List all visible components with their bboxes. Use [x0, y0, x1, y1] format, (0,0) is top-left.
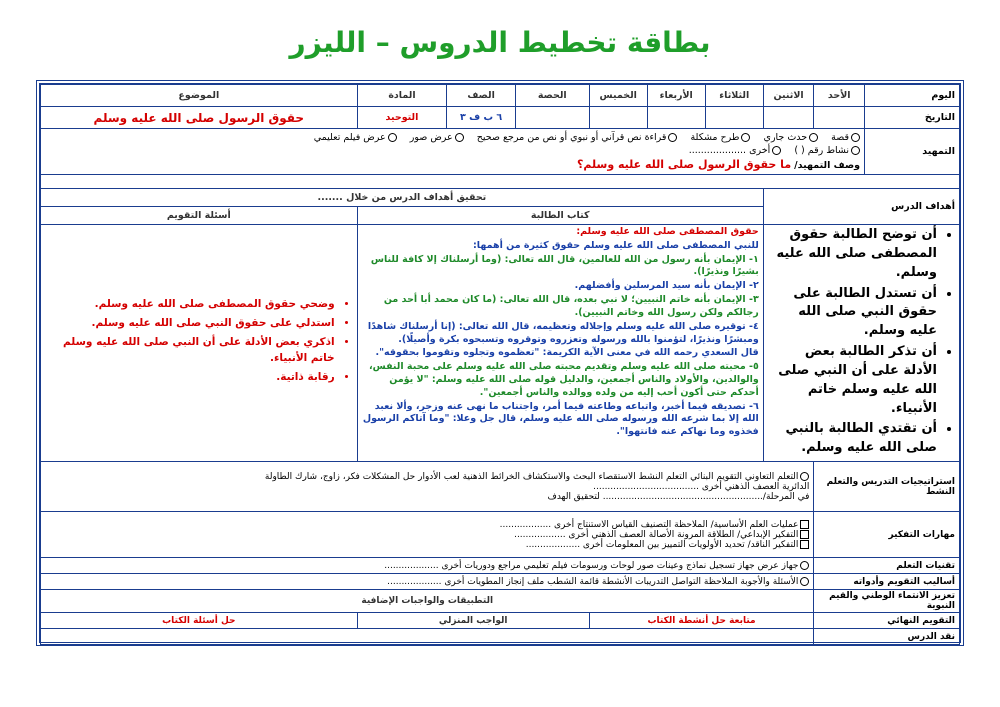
strategies-cell [41, 462, 814, 512]
activity-radio[interactable] [851, 146, 860, 155]
book-label: كتاب الطالبة [357, 207, 763, 225]
tech-value: جهاز عرض جهاز تسجيل نماذج وعينات صور لوحات ورسومات فيلم تعليمي مراجع ودوريات أخرى ................... [384, 560, 799, 571]
content-cell [357, 225, 763, 462]
homework-value: حل أسئلة الكتاب [41, 613, 358, 629]
images-radio[interactable] [455, 133, 464, 142]
strategies-line: التعلم التعاوني التقويم البنائي التعلم النشط الاستقصاء البحث والاستكشاف الخرائط الذهنية لعب الأدوار حل المشكلات فكر، زاوج، شارك الطاولة [264, 471, 799, 482]
assess-cell [41, 574, 814, 590]
date-cell-3 [705, 107, 763, 129]
thinking-line: عمليات العلم الأساسية/ الملاحظة التصنيف القياس الاستنتاج أخرى .................. [499, 519, 799, 530]
tech-cell [41, 558, 814, 574]
day-wednesday: الأربعاء [647, 85, 705, 107]
content-line: ١- الإيمان بأنه رسول من الله للعالمين، قال الله تعالى: (وما أرسلناك إلا كافة للناس بشيرًا ونذيرًا). [370, 253, 759, 278]
day-monday: الاثنين [763, 85, 814, 107]
thinking-cell [41, 512, 814, 558]
intro-options [41, 129, 865, 175]
subject-label: المادة [357, 85, 447, 107]
content-line: ٣- الإيمان بأنه خاتم النبيين؛ لا نبي بعده، قال الله تعالى: (ما كان محمد أبا أحد من رجالكم ولكن رسول الله وخاتم النبيين). [383, 294, 759, 318]
intro-desc-label: وصف التمهيد/ [794, 160, 861, 171]
thinking-label: مهارات التفكير [814, 512, 960, 558]
final-eval-value: متابعة حل أنشطة الكتاب [589, 613, 814, 629]
strategies-label: استراتيجيات التدريس والتعلم النشط [814, 462, 960, 512]
eval-question: • اذكري بعض الأدلة على أن النبي صلى الله عليه وسلم خاتم الأنبياء. [45, 335, 335, 365]
opt-problem: طرح مشكلة [690, 132, 740, 143]
opt-film: عرض فيلم تعليمي [313, 132, 386, 143]
content-line: للنبي المصطفى صلى الله عليه وسلم حقوق كثيرة من أهمها: [473, 239, 759, 251]
film-radio[interactable] [388, 133, 397, 142]
opt-activity: نشاط رقم ( ) [794, 145, 850, 156]
period-label: الحصة [515, 85, 589, 107]
strategies-line: الدائرية العصف الذهني أخرى ..................................... [593, 481, 810, 492]
plan-table [40, 84, 960, 645]
goals-header: أهداف الدرس [763, 189, 959, 225]
opt-other: أخرى ................... [688, 145, 771, 156]
intro-desc-value: ما حقوق الرسول صلى الله عليه وسلم؟ [577, 158, 792, 171]
critique-label: نقد الدرس [814, 629, 960, 645]
eval-question: • رقابة ذاتية. [45, 370, 335, 385]
class-label: الصف [447, 85, 516, 107]
goal-item: • أن توضح الطالبة حقوق المصطفى صلى الله عليه وسلم. [768, 226, 937, 283]
date-cell-1 [814, 107, 865, 129]
spacer-row [41, 175, 960, 189]
content-line: ٦- تصديقه فيما أخبر، واتباعه وطاعته فيما أمر، واجتناب ما نهى عنه وزجر، وألا نعبد الله إلا بما شرعه الله ورسوله صلى الله عليه وسلم، قال جل وعلا: "وما آتاكم الرسول فخذوه وما نهاكم عنه فانتهوا". [362, 400, 759, 438]
goal-item: • أن تقتدي الطالبة بالنبي صلى الله عليه وسلم. [768, 420, 937, 458]
subject-value: التوحيد [357, 107, 447, 129]
quran-radio[interactable] [668, 133, 677, 142]
class-value: ٦ ب ف ٣ [447, 107, 516, 129]
thinking-line: التفكير الإبداعي/ الطلاقة المرونة الأصالة العصف الذهني أخرى .................. [514, 529, 799, 540]
date-cell-2 [763, 107, 814, 129]
period-value [515, 107, 589, 129]
other-radio[interactable] [772, 146, 781, 155]
thinking-line: التفكير الناقد/ تحديد الأولويات التمييز بين المعلومات أخرى ................... [525, 539, 799, 550]
content-line: ٥- محبته صلى الله عليه وسلم وتقديم محبته صلى الله عليه وسلم على محبة النفس، والوالدين، والأولاد والناس أجمعين، والدليل قوله صلى الله عليه وسلم: "لا يؤمن أحدكم حتى أكون أحب إليه من ولده ووالده والناس أجمعين". [369, 361, 759, 398]
homework-label: الواجب المنزلي [357, 613, 589, 629]
topic-label: الموضوع [41, 85, 358, 107]
day-tuesday: الثلاثاء [705, 85, 763, 107]
goals-cell [763, 225, 959, 462]
content-line: حقوق المصطفى صلى الله عليه وسلم: [576, 226, 759, 237]
eval-cell [41, 225, 358, 462]
goal-item: • أن تذكر الطالبة بعض الأدلة على أن النبي صلى الله عليه وسلم خاتم الأنبياء. [768, 343, 937, 418]
lesson-plan-sheet [36, 80, 964, 646]
opt-event: حدث جاري [763, 132, 808, 143]
content-line: ٢- الإيمان بأنه سيد المرسلين وأفضلهم. [574, 280, 759, 292]
page-title: بطاقة تخطيط الدروس – الليزر [289, 26, 711, 59]
goal-item: • أن تستدل الطالبة على حقوق النبي صلى الله عليه وسلم. [768, 285, 937, 342]
day-thursday: الخميس [589, 85, 647, 107]
strategies-line: في المرحلة/........................................................ لتحقيق الهدف [547, 491, 810, 502]
assess-value: الأسئلة والأجوبة الملاحظة التواصل التدريبات الأنشطة قائمة الشطب ملف إنجاز المطويات أخرى ................... [387, 576, 799, 587]
problem-radio[interactable] [741, 133, 750, 142]
event-radio[interactable] [809, 133, 818, 142]
values-label: تعزيز الانتماء الوطني والقيم النبوية [814, 590, 960, 613]
date-cell-5 [589, 107, 647, 129]
final-eval-label: التقويم النهائي [814, 613, 960, 629]
assess-label: أساليب التقويم وأدواته [814, 574, 960, 590]
content-line: قال السعدي رحمه الله في معنى الآية الكريمة: "تعظموه وتجلوه وتقوموا بحقوقه". [375, 347, 759, 359]
apps-label: التطبيقات والواجبات الإضافية [41, 590, 814, 613]
content-line: ٤- توقيره صلى الله عليه وسلم وإجلاله وتعظيمه، قال الله تعالى: (إنا أرسلناك شاهدًا ومبشرًا ونذيرًا، لتؤمنوا بالله ورسوله وتعزروه وتوقروه وتسبحوه بكرة وأصيلًا). [367, 320, 759, 345]
tech-label: تقنيات التعلم [814, 558, 960, 574]
day-sunday: الأحد [814, 85, 865, 107]
intro-label: التمهيد [865, 129, 960, 175]
eval-question: • وضحي حقوق المصطفى صلى الله عليه وسلم. [45, 297, 335, 312]
critique-cell [41, 629, 814, 645]
opt-images: عرض صور [409, 132, 453, 143]
eval-question: • استدلي على حقوق النبي صلى الله عليه وسلم. [45, 316, 335, 331]
date-label: التاريخ [865, 107, 960, 129]
eval-label: أسئلة التقويم [41, 207, 358, 225]
opt-story: قصة [831, 132, 850, 143]
opt-quran: قراءة نص قرآني أو نبوي أو نص من مرجع صحيح [476, 132, 667, 143]
achieve-label: تحقيق أهداف الدرس من خلال ....... [41, 189, 764, 207]
day-label: اليوم [865, 85, 960, 107]
topic-value: حقوق الرسول صلى الله عليه وسلم [41, 107, 358, 129]
story-radio[interactable] [851, 133, 860, 142]
date-cell-4 [647, 107, 705, 129]
